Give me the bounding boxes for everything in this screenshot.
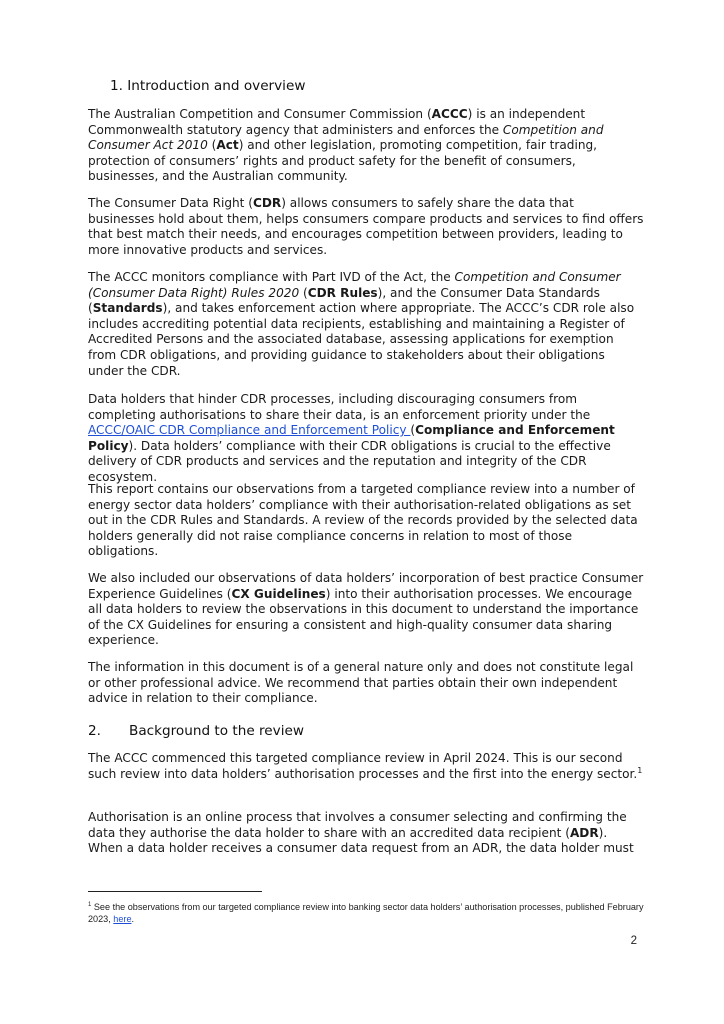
paragraph-authorisation: Authorisation is an online process that involves a consumer selecting and confirming the data they authorise the data holder to share with an accredited data recipient (ADR). When a data holder receives a consumer data request from an ADR, the data holder must [88,810,634,856]
section-1-heading: 1. Introduction and overview [110,78,306,94]
paragraph-cdr-definition: The Consumer Data Right (CDR) allows consumers to safely share the data that businesses hold about them, helps consumers compare products and services to find offers that best match their needs, and encourages competition between providers, leading to more innovative products and services. [88,196,644,257]
footnote-reference[interactable]: 1 [637,765,643,775]
paragraph-enforcement-priority: Data holders that hinder CDR processes, including discouraging consumers from completing authorisations to share their data, is an enforcement priority under the ACCC/OAIC CDR Compliance and Enforcement Policy (Compliance and Enforcement Policy). Data holders’ compliance with their CDR obligations is crucial to the effective delivery of CDR products and services and the reputation and integrity of the CDR ecosystem. [88,392,615,484]
section-2-number: 2. [88,723,101,739]
paragraph-accc-monitoring: The ACCC monitors compliance with Part IVD of the Act, the Competition and Consumer (Consumer Data Right) Rules 2020 (CDR Rules), and the Consumer Data Standards (Standards), and takes enforcement action where appropriate. The ACCC’s CDR role also includes accrediting potential data recipients, establishing and maintaining a Register of Accredited Persons and the associated database, assessing applications for exemption from CDR obligations, and providing guidance to stakeholders about their obligations under the CDR. [88,270,635,378]
paragraph-disclaimer: The information in this document is of a general nature only and does not constitute legal or other professional advice. We recommend that parties obtain their own independent advice in relation to their compliance. [88,660,634,706]
paragraph-report-contents: This report contains our observations from a targeted compliance review into a number of energy sector data holders’ compliance with their authorisation-related obligations as set out in the CDR Rules and Standards. A review of the records provided by the selected data holders generally did not raise compliance concerns in relation to most of those obligations. [88,482,638,559]
paragraph-review-commenced: The ACCC commenced this targeted compliance review in April 2024. This is our second such review into data holders’ authorisation processes and the first into the energy sector.$^1$ [88,751,643,781]
compliance-policy-link[interactable]: ACCC/OAIC CDR Compliance and Enforcement Policy [88,423,411,438]
footnote: $^1$ See the observations from our targeted compliance review into banking sector data holders’ authorisation processes, published February 2023, here. [88,901,644,924]
section-2-heading [88,722,304,740]
footnote-marker: 1 [88,901,92,908]
footnote-here-link[interactable]: here [113,913,132,924]
page-number: 2 [630,935,637,947]
section-2-title: Background to the review [129,723,304,739]
paragraph-cx-guidelines: We also included our observations of data holders’ incorporation of best practice Consumer Experience Guidelines (CX Guidelines) into their authorisation processes. We encourage all data holders to review the observations in this document to understand the importance of the CX Guidelines for ensuring a consistent and high-quality consumer data sharing experience. [88,571,644,648]
footnote-separator [88,891,262,892]
paragraph-accc-intro: The Australian Competition and Consumer Commission (ACCC) is an independent Commonwealth statutory agency that administers and enforces the Competition and Consumer Act 2010 (Act) and other legislation, promoting competition, fair trading, protection of consumers’ rights and product safety for the benefit of consumers, businesses, and the Australian community. [88,107,604,184]
